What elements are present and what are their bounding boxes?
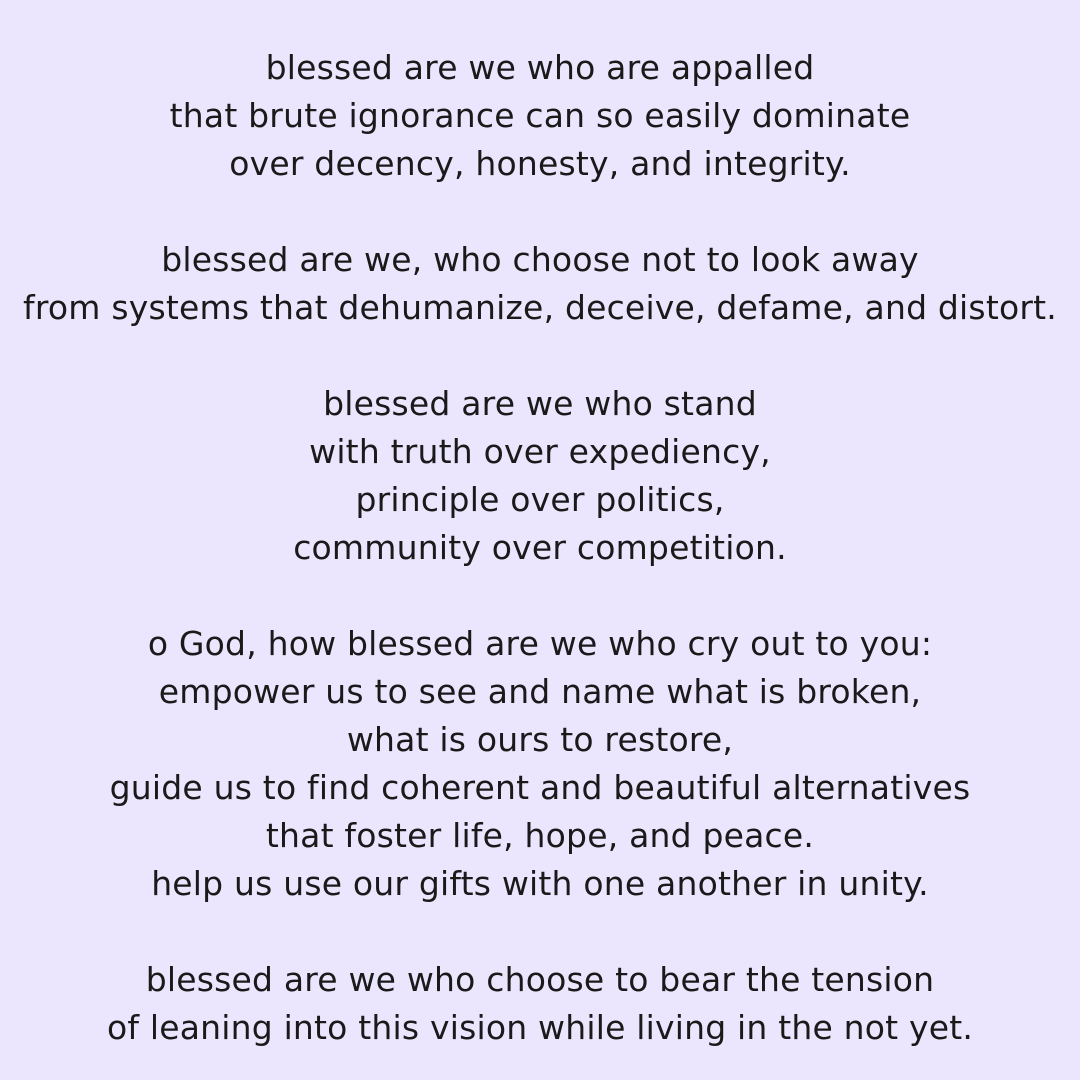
poem-line: of leaning into this vision while living in the not yet. — [106, 1008, 974, 1047]
poem-line: over decency, honesty, and integrity. — [229, 144, 851, 183]
stanza-1 — [0, 44, 1080, 188]
poem-line: that foster life, hope, and peace. — [265, 816, 815, 855]
poem-line: blessed are we who are appalled — [265, 48, 815, 87]
poem-line: empower us to see and name what is broken, — [158, 672, 922, 711]
stanza-3 — [0, 380, 1080, 572]
poem-line: that brute ignorance can so easily dominate — [169, 96, 911, 135]
stanza-5 — [0, 956, 1080, 1052]
poem-line: blessed are we, who choose not to look away — [161, 240, 919, 279]
stanza-2 — [0, 236, 1080, 332]
poem-line: blessed are we who stand — [323, 384, 757, 423]
poem-line: from systems that dehumanize, deceive, defame, and distort. — [23, 288, 1057, 327]
poem-line: community over competition. — [293, 528, 787, 567]
poem-line: principle over politics, — [355, 480, 725, 519]
poem-line: o God, how blessed are we who cry out to you: — [147, 624, 933, 663]
poem-line: with truth over expediency, — [309, 432, 771, 471]
poem-line: what is ours to restore, — [346, 720, 734, 759]
poem-line: guide us to find coherent and beautiful alternatives — [109, 768, 971, 807]
poem-line: help us use our gifts with one another in unity. — [151, 864, 929, 903]
stanza-4 — [0, 620, 1080, 908]
poem-line: blessed are we who choose to bear the tension — [145, 960, 935, 999]
